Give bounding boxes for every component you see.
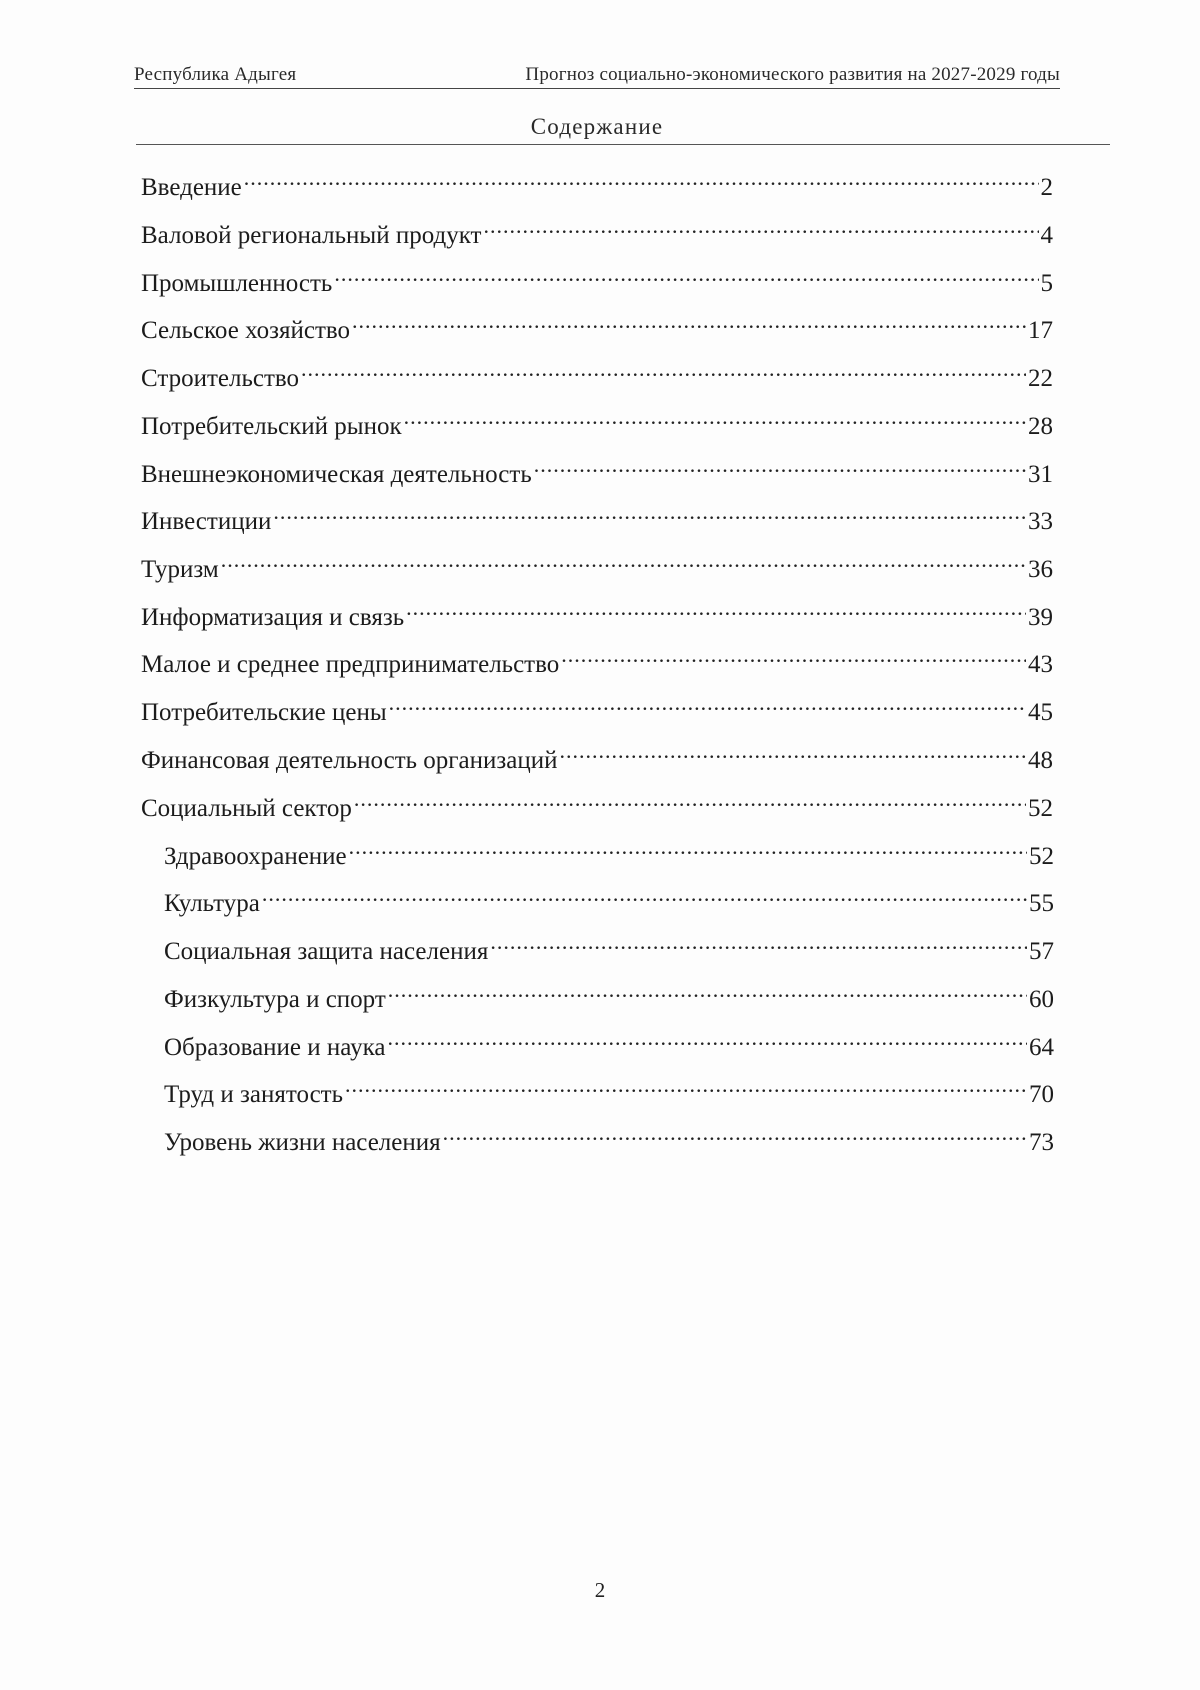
toc-entry-title: Культура — [164, 890, 260, 917]
toc-dot-leader — [244, 165, 1039, 195]
toc-entry-page: 4 — [1040, 222, 1053, 249]
toc-entry[interactable] — [141, 261, 1053, 297]
toc-subentry[interactable] — [164, 834, 1054, 870]
toc-entry[interactable] — [141, 738, 1053, 774]
toc-dot-leader — [273, 499, 1026, 529]
toc-entry-page: 39 — [1028, 604, 1053, 631]
toc-subentry[interactable] — [164, 1120, 1054, 1156]
toc-dot-leader — [389, 690, 1026, 720]
toc-entry-page: 60 — [1029, 986, 1054, 1013]
toc-dot-leader — [354, 786, 1026, 816]
page-number: 2 — [594, 1578, 606, 1602]
toc-dot-leader — [221, 547, 1026, 577]
toc-dot-leader — [387, 1025, 1027, 1055]
toc-entry-page: 17 — [1028, 317, 1053, 344]
toc-entry-title: Туризм — [141, 556, 219, 583]
toc-entry-page: 28 — [1028, 413, 1053, 440]
contents-heading — [136, 114, 1110, 145]
toc-dot-leader — [349, 834, 1027, 864]
toc-subentry[interactable] — [164, 1072, 1054, 1108]
toc-entry[interactable] — [141, 213, 1053, 249]
toc-entry-page: 55 — [1029, 890, 1054, 917]
toc-entry-title: Введение — [141, 174, 242, 201]
toc-entry-page: 70 — [1029, 1081, 1054, 1108]
toc-entry-title: Уровень жизни населения — [164, 1129, 441, 1156]
toc-entry[interactable] — [141, 547, 1053, 583]
toc-entry-title: Валовой региональный продукт — [141, 222, 482, 249]
toc-entry[interactable] — [141, 452, 1053, 488]
running-header — [134, 60, 1060, 89]
toc-entry-title: Потребительские цены — [141, 699, 387, 726]
toc-entry-title: Малое и среднее предпринимательство — [141, 651, 560, 678]
toc-entry-title: Потребительский рынок — [141, 413, 402, 440]
toc-entry-title: Социальный сектор — [141, 795, 352, 822]
toc-entry[interactable] — [141, 356, 1053, 392]
toc-entry-page: 73 — [1029, 1129, 1054, 1156]
toc-dot-leader — [262, 881, 1027, 911]
toc-dot-leader — [345, 1072, 1027, 1102]
toc-dot-leader — [388, 977, 1027, 1007]
toc-entry-page: 36 — [1028, 556, 1053, 583]
toc-dot-leader — [352, 308, 1026, 338]
toc-subentry[interactable] — [164, 1025, 1054, 1061]
toc-subentry[interactable] — [164, 881, 1054, 917]
header-document-title: Прогноз социально-экономического развития на 2027-2029 годы — [525, 64, 1060, 85]
toc-dot-leader — [483, 213, 1038, 243]
toc-entry-page: 43 — [1028, 651, 1053, 678]
toc-entry[interactable] — [141, 499, 1053, 535]
toc-entry-title: Внешнеэкономическая деятельность — [141, 461, 532, 488]
toc-entry-page: 33 — [1028, 508, 1053, 535]
toc-entry-page: 2 — [1040, 174, 1053, 201]
toc-subentry[interactable] — [164, 977, 1054, 1013]
toc-entry-title: Труд и занятость — [164, 1081, 344, 1108]
toc-dot-leader — [334, 261, 1038, 291]
toc-entry-page: 22 — [1028, 365, 1053, 392]
toc-entry[interactable] — [141, 308, 1053, 344]
toc-entry[interactable] — [141, 165, 1053, 201]
toc-entry-page: 57 — [1029, 938, 1054, 965]
toc-entry-page: 45 — [1028, 699, 1053, 726]
contents-title: Содержание — [530, 114, 664, 139]
toc-entry-title: Промышленность — [141, 270, 333, 297]
toc-entry-title: Строительство — [141, 365, 300, 392]
header-region: Республика Адыгея — [134, 64, 297, 85]
toc-dot-leader — [404, 404, 1026, 434]
toc-subentry[interactable] — [164, 929, 1054, 965]
toc-entry[interactable] — [141, 642, 1053, 678]
toc-dot-leader — [560, 738, 1026, 768]
toc-entry-title: Физкультура и спорт — [164, 986, 386, 1013]
toc-entry[interactable] — [141, 690, 1053, 726]
toc-entry-title: Инвестиции — [141, 508, 272, 535]
toc-entry[interactable] — [141, 595, 1053, 631]
toc-entry[interactable] — [141, 404, 1053, 440]
toc-dot-leader — [534, 452, 1026, 482]
toc-entry-title: Сельское хозяйство — [141, 317, 351, 344]
toc-dot-leader — [406, 595, 1026, 625]
toc-entry-page: 31 — [1028, 461, 1053, 488]
toc-entry[interactable] — [141, 786, 1053, 822]
toc-entry-page: 5 — [1040, 270, 1053, 297]
toc-entry-page: 64 — [1029, 1034, 1054, 1061]
toc-entry-title: Образование и наука — [164, 1034, 386, 1061]
toc-entry-title: Здравоохранение — [164, 843, 347, 870]
toc-entry-title: Информатизация и связь — [141, 604, 405, 631]
toc-dot-leader — [301, 356, 1026, 386]
toc-entry-page: 52 — [1028, 795, 1053, 822]
toc-dot-leader — [443, 1120, 1027, 1150]
toc-dot-leader — [561, 642, 1026, 672]
toc-entry-title: Финансовая деятельность организаций — [141, 747, 558, 774]
toc-dot-leader — [490, 929, 1027, 959]
toc-entry-title: Социальная защита населения — [164, 938, 489, 965]
toc-entry-page: 48 — [1028, 747, 1053, 774]
toc-entry-page: 52 — [1029, 843, 1054, 870]
